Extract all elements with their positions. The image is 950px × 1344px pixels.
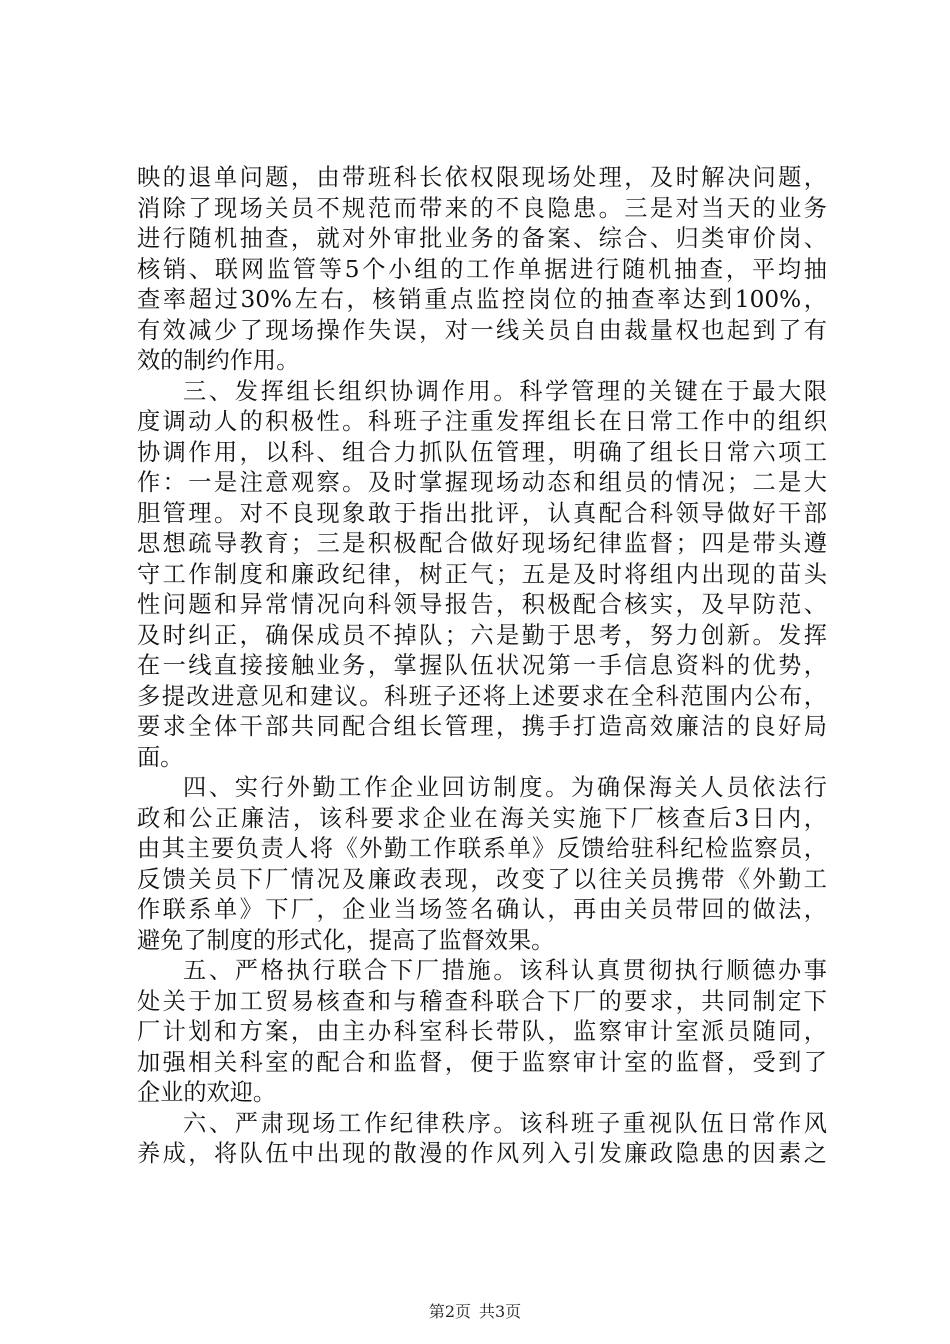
- text-line: 有效减少了现场操作失误，对一线关员自由裁量权也起到了有: [137, 316, 827, 344]
- text-line: 度调动人的积极性。科班子注重发挥组长在日常工作中的组织: [137, 408, 827, 435]
- text-line: 核销、联网监管等5个小组的工作单据进行随机抽查，平均抽: [137, 255, 827, 283]
- text-line: 胆管理。对不良现象敢于指出批评，认真配合科领导做好干部: [137, 499, 827, 527]
- text-line: 加强相关科室的配合和监督，便于监察审计室的监督，受到了: [137, 1048, 827, 1076]
- text-line: 处关于加工贸易核查和与稽查科联合下厂的要求，共同制定下: [137, 987, 827, 1015]
- text-line: 作联系单》下厂，企业当场签名确认，再由关员带回的做法，: [137, 896, 827, 923]
- text-line: 四、实行外勤工作企业回访制度。为确保海关人员依法行: [183, 774, 827, 801]
- text-line: 反馈关员下厂情况及廉政表现，改变了以往关员携带《外勤工: [137, 865, 827, 893]
- text-line: 消除了现场关员不规范而带来的不良隐患。三是对当天的业务: [137, 194, 827, 222]
- text-line: 映的退单问题，由带班科长依权限现场处理，及时解决问题，: [137, 164, 827, 191]
- text-line: 三、发挥组长组织协调作用。科学管理的关键在于最大限: [183, 377, 827, 405]
- page-number: 第2页: [428, 1302, 471, 1321]
- text-line: 多提改进意见和建议。科班子还将上述要求在全科范围内公布，: [137, 682, 827, 710]
- page-total: 共3页: [479, 1302, 522, 1321]
- text-line: 养成，将队伍中出现的散漫的作风列入引发廉政隐患的因素之: [137, 1140, 827, 1167]
- text-line: 企业的欢迎。: [137, 1079, 277, 1106]
- text-line: 六、严肃现场工作纪律秩序。该科班子重视队伍日常作风: [183, 1109, 827, 1137]
- text-line: 进行随机抽查，就对外审批业务的备案、综合、归类审价岗、: [137, 225, 827, 252]
- text-line: 要求全体干部共同配合组长管理，携手打造高效廉洁的良好局: [137, 713, 827, 740]
- text-line: 由其主要负责人将《外勤工作联系单》反馈给驻科纪检监察员，: [137, 835, 827, 862]
- text-line: 在一线直接接触业务，掌握队伍状况第一手信息资料的优势，: [137, 652, 827, 679]
- text-line: 面。: [137, 743, 184, 771]
- text-line: 效的制约作用。: [137, 347, 300, 374]
- text-line: 五、严格执行联合下厂措施。该科认真贯彻执行顺德办事: [183, 957, 827, 984]
- text-line: 作：一是注意观察。及时掌握现场动态和组员的情况；二是大: [137, 469, 827, 496]
- text-line: 政和公正廉洁，该科要求企业在海关实施下厂核查后3日内，: [137, 804, 827, 832]
- text-line: 性问题和异常情况向科领导报告，积极配合核实，及早防范、: [137, 591, 827, 618]
- text-line: 及时纠正，确保成员不掉队；六是勤于思考，努力创新。发挥: [137, 621, 827, 649]
- text-line: 避免了制度的形式化，提高了监督效果。: [137, 926, 555, 954]
- text-line: 查率超过30%左右，核销重点监控岗位的抽查率达到100%，: [137, 286, 827, 313]
- text-line: 守工作制度和廉政纪律，树正气；五是及时将组内出现的苗头: [137, 560, 827, 588]
- document-body: [137, 163, 827, 1170]
- text-line: 厂计划和方案，由主办科室科长带队，监察审计室派员随同，: [137, 1018, 827, 1045]
- text-line: 思想疏导教育；三是积极配合做好现场纪律监督；四是带头遵: [137, 530, 827, 557]
- text-line: 协调作用，以科、组合力抓队伍管理，明确了组长日常六项工: [137, 438, 827, 466]
- page-footer: [0, 1302, 950, 1322]
